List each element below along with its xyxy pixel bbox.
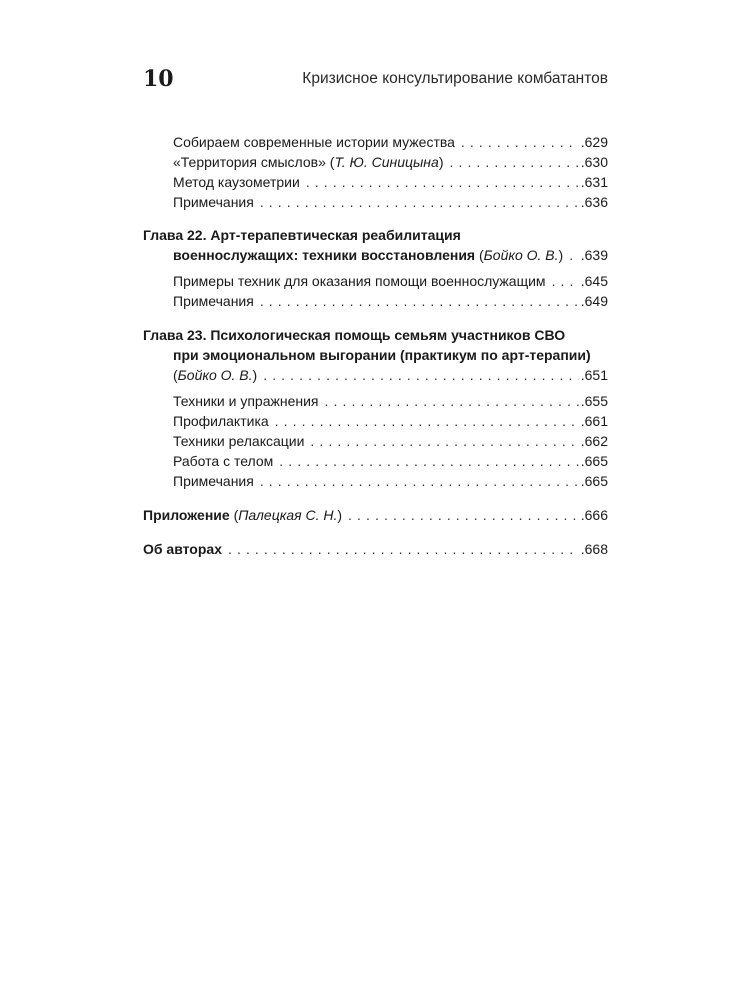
toc-entry-label: Примечания <box>173 473 254 489</box>
toc-entry-label: Приложение (Палецкая С. Н.) <box>143 507 343 523</box>
page-header <box>143 66 608 96</box>
toc-entry[interactable] <box>143 192 608 212</box>
dot-leader <box>325 391 579 411</box>
toc-entry[interactable] <box>143 291 608 311</box>
dot-leader <box>348 505 579 525</box>
toc-entry-page: .630 <box>580 154 608 170</box>
dot-leader <box>306 172 579 192</box>
toc-entry-label: Работа с телом <box>173 453 274 469</box>
toc-entry-page: .661 <box>580 413 608 429</box>
toc-entry-page: .639 <box>580 247 608 263</box>
table-of-contents <box>143 132 608 559</box>
chapter-22-title-line1[interactable]: Глава 22. Арт-терапевтическая реабилитация <box>143 227 461 243</box>
toc-entry-label: (Бойко О. В.) <box>173 367 258 383</box>
author-name: Бойко О. В. <box>177 367 253 383</box>
toc-entry[interactable] <box>143 451 608 471</box>
dot-leader <box>228 539 579 559</box>
author-name: Т. Ю. Синицына <box>334 154 439 170</box>
author-name: Палецкая С. Н. <box>238 507 338 523</box>
toc-entry-label: Техники и упражнения <box>173 393 319 409</box>
toc-entry[interactable] <box>143 471 608 491</box>
toc-entry[interactable] <box>143 152 608 172</box>
chapter-23-title-line1[interactable]: Глава 23. Психологическая помощь семьям участников СВО <box>143 327 566 343</box>
author-name: Бойко О. В. <box>483 247 559 263</box>
toc-appendix[interactable] <box>143 505 608 525</box>
toc-entry-page: .668 <box>580 541 608 557</box>
toc-entry[interactable] <box>143 391 608 411</box>
dot-leader <box>310 431 578 451</box>
chapter-23-title-line2[interactable]: при эмоциональном выгорании (практикум по арт-терапии) <box>173 347 591 363</box>
toc-entry-label: Профилактика <box>173 413 269 429</box>
toc-entry-page: .636 <box>580 194 608 210</box>
toc-entry-label: «Территория смыслов» (Т. Ю. Синицына) <box>173 154 444 170</box>
dot-leader <box>461 132 579 152</box>
running-title: Кризисное консультирование комбатантов <box>302 70 608 87</box>
toc-entry[interactable] <box>143 431 608 451</box>
toc-entry-label: Техники релаксации <box>173 433 305 449</box>
toc-entry-page: .662 <box>580 433 608 449</box>
toc-entry-label: Метод каузометрии <box>173 174 300 190</box>
dot-leader <box>260 192 579 212</box>
toc-entry-label: Примечания <box>173 194 254 210</box>
dot-leader <box>260 291 579 311</box>
toc-entry[interactable] <box>143 132 608 152</box>
dot-leader <box>279 451 578 471</box>
toc-entry-label: Собираем современные истории мужества <box>173 134 455 150</box>
dot-leader <box>552 271 579 291</box>
dot-leader <box>260 471 579 491</box>
page-number: 10 <box>143 66 174 92</box>
dot-leader <box>449 152 578 172</box>
toc-entry[interactable] <box>143 271 608 291</box>
chapter-23-author-line[interactable] <box>143 365 608 385</box>
toc-entry-page: .665 <box>580 453 608 469</box>
toc-entry-label: Об авторах <box>143 541 222 557</box>
toc-entry-label: Примечания <box>173 293 254 309</box>
toc-entry-label: Примеры техник для оказания помощи военнослужащим <box>173 273 546 289</box>
toc-about-authors[interactable] <box>143 539 608 559</box>
toc-entry-label: военнослужащих: техники восстановления (Бойко О. В.) <box>173 247 564 263</box>
dot-leader <box>263 365 579 385</box>
chapter-22-title-line2[interactable] <box>143 245 608 265</box>
toc-entry-page: .666 <box>580 507 608 523</box>
dot-leader <box>275 411 579 431</box>
toc-entry-page: .665 <box>580 473 608 489</box>
toc-entry-page: .629 <box>580 134 608 150</box>
dot-leader <box>569 245 579 265</box>
toc-entry-page: .645 <box>580 273 608 289</box>
toc-entry-page: .649 <box>580 293 608 309</box>
toc-entry[interactable] <box>143 172 608 192</box>
toc-entry-page: .655 <box>580 393 608 409</box>
toc-entry-page: .631 <box>580 174 608 190</box>
toc-entry[interactable] <box>143 411 608 431</box>
toc-entry-page: .651 <box>580 367 608 383</box>
